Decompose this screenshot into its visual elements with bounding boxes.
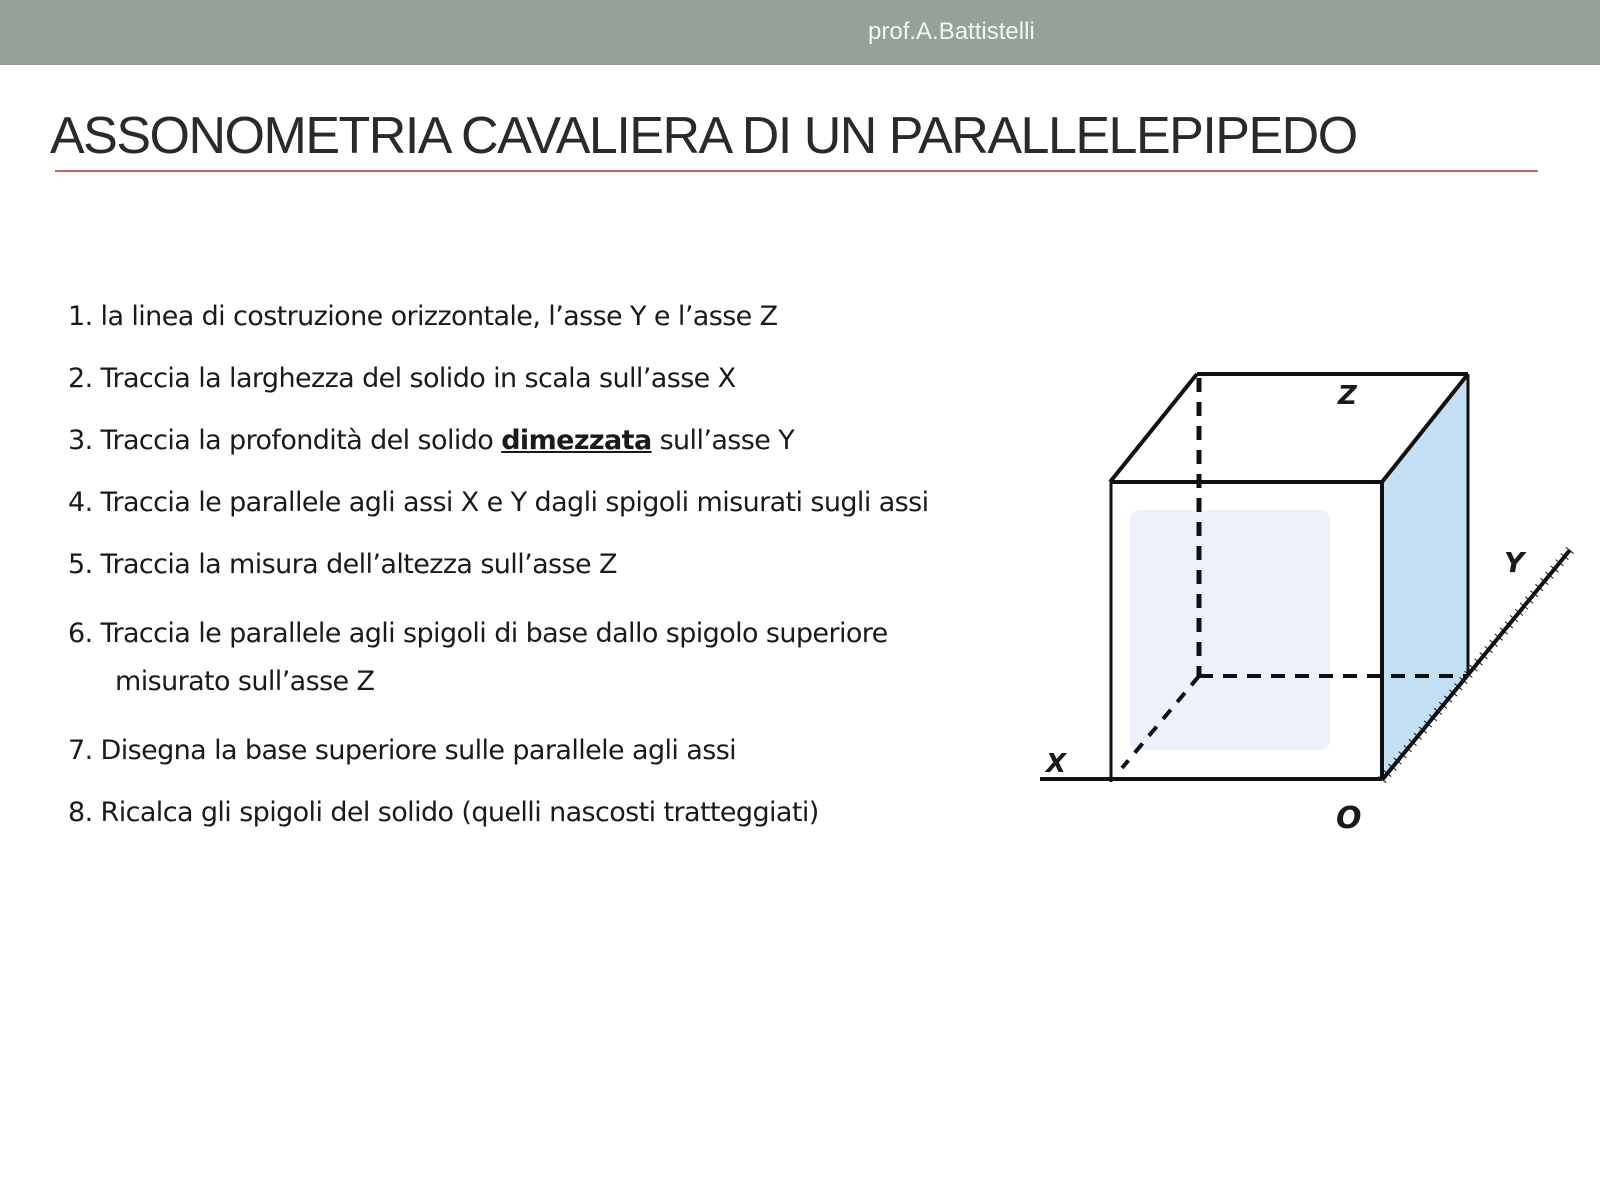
x-axis-label: X xyxy=(1046,749,1067,779)
step-3-text-before: 3. Traccia la profondità del solido xyxy=(68,425,502,456)
step-6 xyxy=(68,610,929,706)
top-left-edge xyxy=(1110,374,1197,482)
step-5-text: 5. Traccia la misura dell’altezza sull’asse Z xyxy=(68,549,617,580)
author-label: prof.A.Battistelli xyxy=(868,18,1035,45)
step-2-text: 2. Traccia la larghezza del solido in scala sull’asse X xyxy=(68,363,736,394)
step-5 xyxy=(68,548,929,582)
front-face xyxy=(1130,510,1330,750)
step-3-text-after: sull’asse Y xyxy=(651,425,795,456)
slide-title: ASSONOMETRIA CAVALIERA DI UN PARALLELEPIPEDO xyxy=(50,107,1357,165)
side-face xyxy=(1382,374,1468,780)
step-3-emphasis: dimezzata xyxy=(501,425,652,456)
z-axis-label: Z xyxy=(1338,381,1357,411)
header-bar xyxy=(0,0,1600,65)
step-1-text: 1. la linea di costruzione orizzontale, l’asse Y e l’asse Z xyxy=(68,301,778,332)
step-6-line-1: 6. Traccia le parallele agli spigoli di base dallo spigolo superiore xyxy=(68,618,888,649)
step-1 xyxy=(68,300,929,334)
title-underline xyxy=(55,170,1538,172)
step-7 xyxy=(68,734,929,768)
cavalier-box-figure xyxy=(1040,370,1580,860)
step-8 xyxy=(68,796,929,830)
cavalier-box-drawing xyxy=(1040,370,1580,860)
y-axis-label: Y xyxy=(1504,546,1525,579)
step-3 xyxy=(68,424,929,458)
step-7-text: 7. Disegna la base superiore sulle parallele agli assi xyxy=(68,735,737,766)
step-6-line-2: misurato sull’asse Z xyxy=(115,666,375,697)
step-8-text: 8. Ricalca gli spigoli del solido (quelli nascosti tratteggiati) xyxy=(68,797,819,828)
step-4 xyxy=(68,486,929,520)
steps-list xyxy=(68,300,929,830)
step-2 xyxy=(68,362,929,396)
step-4-text: 4. Traccia le parallele agli assi X e Y dagli spigoli misurati sugli assi xyxy=(68,487,929,518)
origin-label: O xyxy=(1336,801,1362,836)
